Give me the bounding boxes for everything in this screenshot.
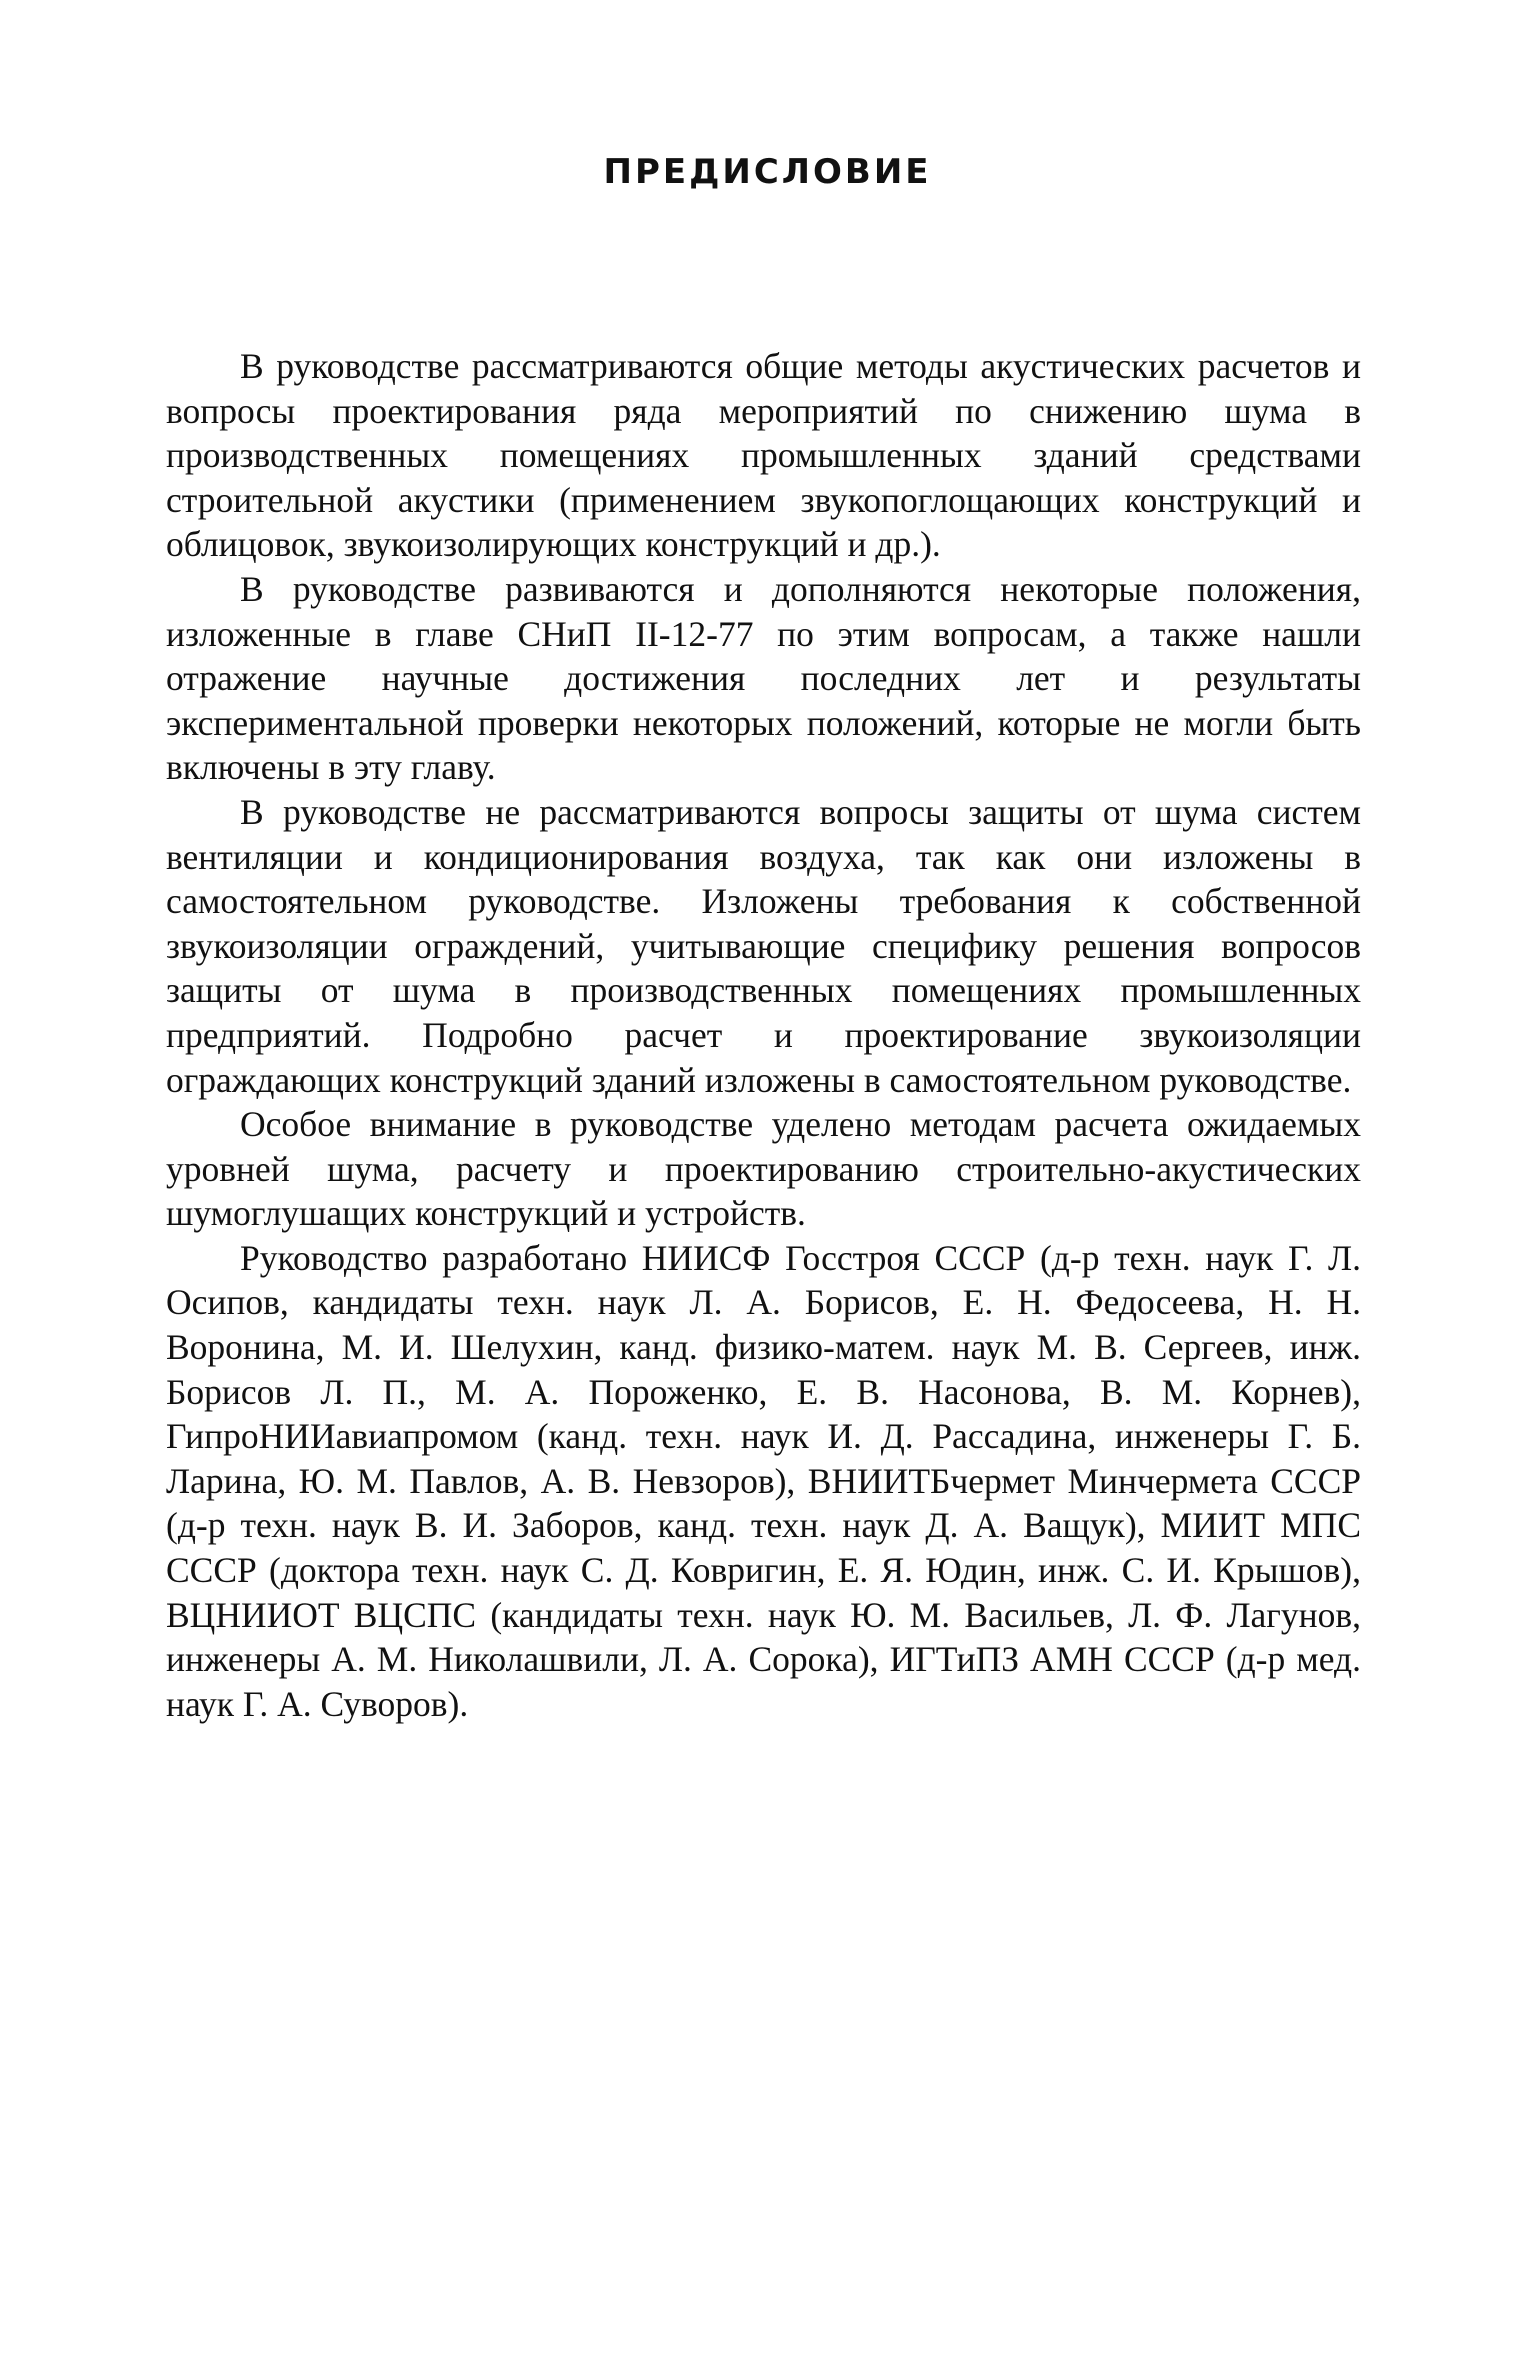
- page-title: ПРЕДИСЛОВИЕ: [603, 152, 932, 192]
- paragraph-authors: Руководство разработано НИИСФ Госстроя СССР (д-р техн. наук Г. Л. Осипов, кандидаты техн. наук Л. А. Борисов, Е. Н. Федосеева, Н. Н. Воронина, М. И. Шелухин, канд. физико-матем. наук М. В. Сергеев, инж. Борисов Л. П., М. А. Пороженко, Е. В. Насонова, В. М. Корнев), ГипроНИИавиапромом (канд. техн. наук И. Д. Рассадина, инженеры Г. Б. Ларина, Ю. М. Павлов, А. В. Невзоров), ВНИИТБчермет Минчермета СССР (д-р техн. наук В. И. Заборов, канд. техн. наук Д. А. Ващук), МИИТ МПС СССР (доктора техн. наук С. Д. Ковригин, Е. Я. Юдин, инж. С. И. Крышов), ВЦНИИОТ ВЦСПС (кандидаты техн. наук Ю. М. Васильев, Л. Ф. Лагунов, инженеры А. М. Николашвили, Л. А. Сорока), ИГТиПЗ АМН СССР (д-р мед. наук Г. А. Суворов).: [166, 1237, 1361, 1724]
- preface-body: [166, 344, 1361, 1726]
- paragraph-snip: В руководстве развиваются и дополняются некоторые положения, изложенные в главе СНиП II-12-77 по этим вопросам, а также нашли отражение научные достижения последних лет и результаты экспериментальной проверки некоторых положений, которые не могли быть включены в эту главу.: [166, 568, 1361, 788]
- paragraph-scope: В руководстве рассматриваются общие методы акустических расчетов и вопросы проектирования ряда мероприятий по снижению шума в производственных помещениях промышленных зданий средствами строительной акустики (применением звукопоглощающих конструкций и облицовок, звукоизолирующих конструкций и др.).: [166, 346, 1361, 565]
- paragraph-exclusions: В руководстве не рассматриваются вопросы защиты от шума систем вентиляции и кондиционирования воздуха, так как они изложены в самостоятельном руководстве. Изложены требования к собственной звукоизоляции ограждений, учитывающие специфику решения вопросов защиты от шума в производственных помещениях промышленных предприятий. Подробно расчет и проектирование звукоизоляции ограждающих конструкций зданий изложены в самостоятельном руководстве.: [166, 791, 1361, 1100]
- paragraph-attention: Особое внимание в руководстве уделено методам расчета ожидаемых уровней шума, расчету и проектированию строительно-акустических шумоглушащих конструкций и устройств.: [166, 1104, 1361, 1234]
